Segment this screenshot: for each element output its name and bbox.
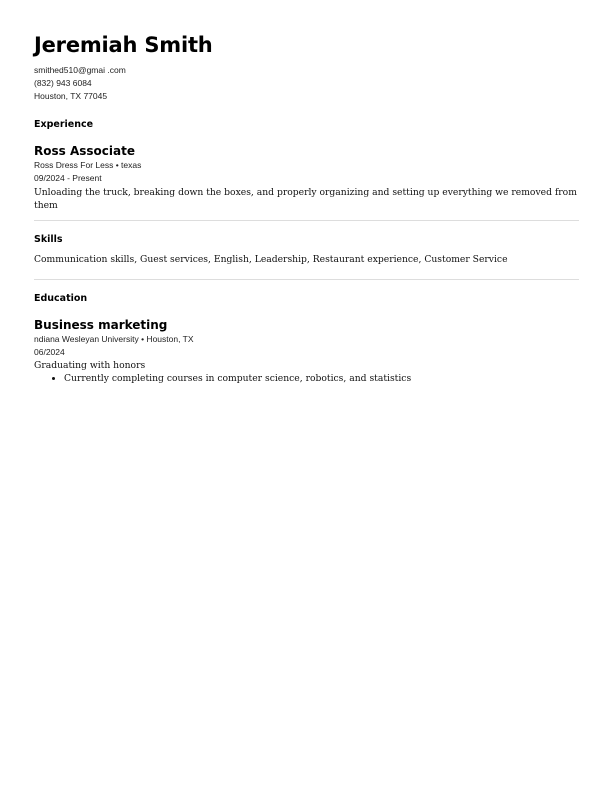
experience-heading: Experience <box>34 119 94 130</box>
education-entry <box>34 317 579 385</box>
contact-location: Houston, TX 77045 <box>34 91 108 101</box>
education-note: Graduating with honors <box>34 360 146 371</box>
resume-page <box>34 30 579 385</box>
contact-info <box>34 64 579 103</box>
job-description: Unloading the truck, breaking down the boxes, and properly organizing and setting up everything we removed from them <box>34 187 577 211</box>
education-school: ndiana Wesleyan University • Houston, TX <box>34 334 194 344</box>
education-heading: Education <box>34 293 88 304</box>
experience-section <box>34 118 579 212</box>
job-role: Ross Associate <box>34 144 135 158</box>
job-company: Ross Dress For Less • texas <box>34 160 142 170</box>
section-divider <box>34 279 579 280</box>
contact-phone: (832) 943 6084 <box>34 78 92 88</box>
job-entry <box>34 143 579 212</box>
candidate-name: Jeremiah Smith <box>34 33 213 57</box>
section-divider <box>34 220 579 221</box>
skills-list: Communication skills, Guest services, English, Leadership, Restaurant experience, Customer Service <box>34 254 508 265</box>
job-dates: 09/2024 - Present <box>34 173 102 183</box>
education-section <box>34 292 579 385</box>
education-date: 06/2024 <box>34 347 65 357</box>
education-degree: Business marketing <box>34 318 168 332</box>
contact-email: smithed510@gmai .com <box>34 65 126 75</box>
skills-section <box>34 233 579 266</box>
education-bullet-list <box>34 372 579 385</box>
list-item: • Currently completing courses in computer science, robotics, and statistics <box>64 372 579 385</box>
skills-heading: Skills <box>34 234 63 245</box>
